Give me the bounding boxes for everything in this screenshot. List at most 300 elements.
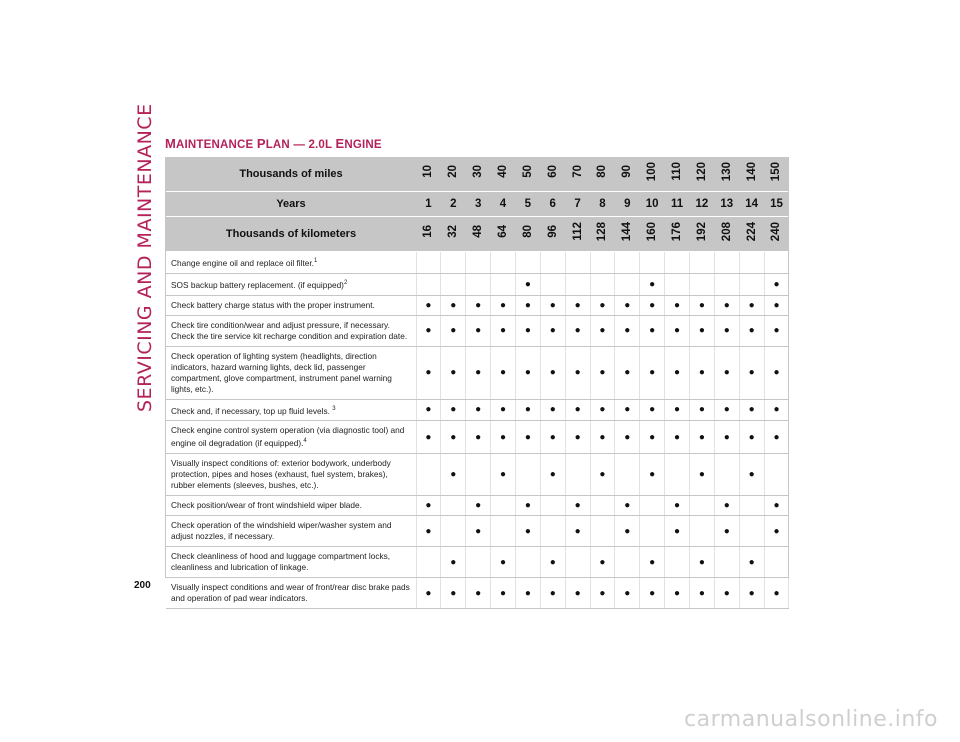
- table-row: [166, 315, 789, 346]
- scheduled-dot: ●: [764, 496, 789, 516]
- empty-cell: [540, 273, 565, 295]
- header-cell: [441, 217, 466, 252]
- header-cell: [764, 157, 789, 192]
- scheduled-dot: ●: [590, 315, 615, 346]
- scheduled-dot: ●: [739, 346, 764, 399]
- scheduled-dot: ●: [466, 315, 491, 346]
- scheduled-dot: ●: [540, 578, 565, 609]
- scheduled-dot: ●: [540, 346, 565, 399]
- scheduled-dot: ●: [441, 454, 466, 496]
- maintenance-item-text: Check tire condition/wear and adjust pressure, if necessary. Check the tire service kit recharge condition and expiration date.: [171, 319, 408, 341]
- header-cell: [540, 217, 565, 252]
- scheduled-dot: ●: [764, 315, 789, 346]
- table-row: [166, 496, 789, 516]
- scheduled-dot: ●: [590, 399, 615, 421]
- scheduled-dot: ●: [640, 421, 665, 454]
- scheduled-dot: ●: [714, 295, 739, 315]
- scheduled-dot: ●: [615, 516, 640, 547]
- scheduled-dot: ●: [466, 295, 491, 315]
- scheduled-dot: ●: [441, 346, 466, 399]
- scheduled-dot: ●: [565, 421, 590, 454]
- scheduled-dot: ●: [540, 547, 565, 578]
- section-title: MAINTENANCE PLAN — 2.0L ENGINE: [165, 136, 382, 151]
- empty-cell: [441, 252, 466, 274]
- empty-cell: [739, 252, 764, 274]
- empty-cell: [441, 496, 466, 516]
- scheduled-dot: ●: [491, 421, 516, 454]
- table-row: [166, 252, 789, 274]
- scheduled-dot: ●: [466, 516, 491, 547]
- header-cell: 5: [515, 192, 540, 217]
- maintenance-plan-table: [166, 157, 789, 609]
- header-cell-text: 90: [621, 165, 634, 178]
- scheduled-dot: ●: [515, 273, 540, 295]
- header-cell-text: 240: [770, 221, 783, 242]
- empty-cell: [416, 547, 441, 578]
- maintenance-item-description: [166, 315, 416, 346]
- empty-cell: [565, 454, 590, 496]
- empty-cell: [764, 252, 789, 274]
- header-cell: [466, 157, 491, 192]
- scheduled-dot: ●: [491, 315, 516, 346]
- scheduled-dot: ●: [515, 346, 540, 399]
- maintenance-item-text: Check operation of lighting system (headlights, direction indicators, hazard warning lights, deck lid, passenger compartment, glove compartment, instrument panel warning lights, etc.).: [171, 350, 392, 394]
- empty-cell: [665, 273, 690, 295]
- empty-cell: [466, 252, 491, 274]
- header-cell-text: 140: [745, 161, 758, 182]
- empty-cell: [515, 454, 540, 496]
- empty-cell: [714, 252, 739, 274]
- footnote-marker: 2: [343, 279, 348, 286]
- scheduled-dot: ●: [714, 516, 739, 547]
- empty-cell: [540, 252, 565, 274]
- scheduled-dot: ●: [515, 295, 540, 315]
- empty-cell: [590, 273, 615, 295]
- scheduled-dot: ●: [615, 315, 640, 346]
- maintenance-item-description: [166, 454, 416, 496]
- header-cell-text: 64: [497, 225, 509, 238]
- scheduled-dot: ●: [540, 399, 565, 421]
- empty-cell: [441, 273, 466, 295]
- empty-cell: [689, 496, 714, 516]
- scheduled-dot: ●: [665, 421, 690, 454]
- empty-cell: [515, 252, 540, 274]
- scheduled-dot: ●: [515, 516, 540, 547]
- scheduled-dot: ●: [640, 273, 665, 295]
- maintenance-item-text: Check operation of the windshield wiper/washer system and adjust nozzles, if necessary.: [171, 520, 392, 542]
- scheduled-dot: ●: [689, 295, 714, 315]
- scheduled-dot: ●: [416, 295, 441, 315]
- empty-cell: [615, 252, 640, 274]
- header-cell-text: 208: [720, 221, 733, 242]
- scheduled-dot: ●: [640, 399, 665, 421]
- scheduled-dot: ●: [640, 295, 665, 315]
- scheduled-dot: ●: [689, 421, 714, 454]
- empty-cell: [540, 516, 565, 547]
- header-cell-text: 16: [422, 225, 435, 238]
- header-row-label: Thousands of miles: [166, 157, 416, 192]
- scheduled-dot: ●: [515, 315, 540, 346]
- scheduled-dot: ●: [441, 315, 466, 346]
- header-cell: [590, 217, 615, 252]
- header-cell: [515, 157, 540, 192]
- empty-cell: [714, 547, 739, 578]
- header-cell: [416, 217, 441, 252]
- header-cell-text: 176: [671, 221, 684, 242]
- scheduled-dot: ●: [640, 454, 665, 496]
- scheduled-dot: ●: [665, 578, 690, 609]
- empty-cell: [714, 273, 739, 295]
- header-cell: [689, 217, 714, 252]
- empty-cell: [466, 273, 491, 295]
- header-cell-text: 144: [621, 221, 634, 242]
- scheduled-dot: ●: [565, 516, 590, 547]
- scheduled-dot: ●: [764, 273, 789, 295]
- scheduled-dot: ●: [565, 399, 590, 421]
- scheduled-dot: ●: [565, 578, 590, 609]
- empty-cell: [689, 252, 714, 274]
- empty-cell: [590, 252, 615, 274]
- header-cell: [714, 217, 739, 252]
- scheduled-dot: ●: [515, 578, 540, 609]
- scheduled-dot: ●: [640, 578, 665, 609]
- header-row: [166, 192, 789, 217]
- header-cell: 10: [640, 192, 665, 217]
- scheduled-dot: ●: [416, 516, 441, 547]
- scheduled-dot: ●: [590, 454, 615, 496]
- header-cell-text: 110: [671, 162, 684, 181]
- scheduled-dot: ●: [665, 346, 690, 399]
- scheduled-dot: ●: [739, 295, 764, 315]
- scheduled-dot: ●: [540, 454, 565, 496]
- maintenance-item-description: [166, 578, 416, 609]
- scheduled-dot: ●: [540, 315, 565, 346]
- scheduled-dot: ●: [615, 399, 640, 421]
- table-row: [166, 346, 789, 399]
- maintenance-item-description: [166, 346, 416, 399]
- scheduled-dot: ●: [615, 578, 640, 609]
- scheduled-dot: ●: [515, 496, 540, 516]
- scheduled-dot: ●: [466, 578, 491, 609]
- scheduled-dot: ●: [764, 295, 789, 315]
- header-cell: 7: [565, 192, 590, 217]
- scheduled-dot: ●: [515, 399, 540, 421]
- table-row: [166, 421, 789, 454]
- scheduled-dot: ●: [665, 399, 690, 421]
- empty-cell: [764, 547, 789, 578]
- scheduled-dot: ●: [615, 496, 640, 516]
- scheduled-dot: ●: [540, 421, 565, 454]
- empty-cell: [665, 547, 690, 578]
- header-cell: [441, 157, 466, 192]
- maintenance-item-text: Check position/wear of front windshield wiper blade.: [171, 500, 362, 511]
- scheduled-dot: ●: [714, 399, 739, 421]
- header-cell: [714, 157, 739, 192]
- header-cell: 1: [416, 192, 441, 217]
- empty-cell: [739, 273, 764, 295]
- header-cell-text: 128: [596, 221, 609, 242]
- scheduled-dot: ●: [441, 578, 466, 609]
- header-cell-text: 50: [521, 165, 534, 178]
- header-cell: [565, 217, 590, 252]
- scheduled-dot: ●: [416, 496, 441, 516]
- scheduled-dot: ●: [665, 315, 690, 346]
- scheduled-dot: ●: [714, 421, 739, 454]
- table-row: [166, 516, 789, 547]
- header-cell-text: 120: [695, 161, 708, 182]
- header-cell-text: 20: [447, 165, 460, 178]
- maintenance-item-text: Check engine control system operation (via diagnostic tool) and engine oil degradation (if equipped).: [171, 425, 405, 449]
- scheduled-dot: ●: [640, 315, 665, 346]
- header-cell-text: 70: [571, 165, 584, 178]
- empty-cell: [665, 454, 690, 496]
- header-cell-text: 60: [546, 165, 559, 178]
- maintenance-item-description: [166, 399, 416, 421]
- empty-cell: [640, 496, 665, 516]
- scheduled-dot: ●: [491, 454, 516, 496]
- scheduled-dot: ●: [689, 315, 714, 346]
- header-cell-text: 160: [646, 221, 659, 242]
- header-cell: [615, 157, 640, 192]
- maintenance-item-description: [166, 295, 416, 315]
- maintenance-item-description: [166, 496, 416, 516]
- footnote-marker: 1: [314, 258, 318, 264]
- header-cell: [665, 217, 690, 252]
- scheduled-dot: ●: [565, 295, 590, 315]
- scheduled-dot: ●: [615, 295, 640, 315]
- header-cell-text: 40: [497, 165, 509, 178]
- scheduled-dot: ●: [764, 421, 789, 454]
- scheduled-dot: ●: [615, 346, 640, 399]
- scheduled-dot: ●: [640, 346, 665, 399]
- chapter-side-title: SERVICING AND MAINTENANCE: [134, 103, 156, 412]
- header-cell: [565, 157, 590, 192]
- empty-cell: [466, 547, 491, 578]
- maintenance-item-text: SOS backup battery replacement. (if equipped): [171, 279, 344, 290]
- scheduled-dot: ●: [714, 578, 739, 609]
- header-cell: 9: [615, 192, 640, 217]
- header-row-label: Years: [166, 192, 416, 217]
- maintenance-item-text: Check cleanliness of hood and luggage compartment locks, cleanliness and lubrication of linkage.: [171, 551, 391, 573]
- maintenance-item-description: [166, 516, 416, 547]
- header-cell-text: 130: [720, 161, 733, 182]
- empty-cell: [491, 252, 516, 274]
- scheduled-dot: ●: [491, 547, 516, 578]
- watermark: carmanualsonline.info: [684, 707, 938, 732]
- scheduled-dot: ●: [590, 421, 615, 454]
- scheduled-dot: ●: [416, 399, 441, 421]
- scheduled-dot: ●: [590, 295, 615, 315]
- header-cell: [416, 157, 441, 192]
- empty-cell: [491, 516, 516, 547]
- table-row: [166, 547, 789, 578]
- empty-cell: [615, 273, 640, 295]
- maintenance-item-description: [166, 421, 416, 454]
- header-cell: [739, 217, 764, 252]
- maintenance-item-text: Visually inspect conditions of: exterior bodywork, underbody protection, pipes and hoses (exhaust, fuel system, brakes), rubber elements (sleeves, bushes, etc.).: [171, 458, 391, 491]
- empty-cell: [714, 454, 739, 496]
- header-row-label: Thousands of kilometers: [166, 217, 416, 252]
- scheduled-dot: ●: [565, 346, 590, 399]
- header-cell: [640, 217, 665, 252]
- header-cell-text: 112: [571, 222, 584, 241]
- scheduled-dot: ●: [739, 421, 764, 454]
- footnote-marker: 3: [332, 405, 336, 412]
- empty-cell: [615, 454, 640, 496]
- scheduled-dot: ●: [689, 547, 714, 578]
- empty-cell: [665, 252, 690, 274]
- header-cell-text: 224: [745, 221, 758, 242]
- header-cell: 3: [466, 192, 491, 217]
- header-cell: [615, 217, 640, 252]
- scheduled-dot: ●: [491, 346, 516, 399]
- empty-cell: [441, 516, 466, 547]
- header-cell: [515, 217, 540, 252]
- scheduled-dot: ●: [739, 399, 764, 421]
- scheduled-dot: ●: [416, 315, 441, 346]
- header-cell: [665, 157, 690, 192]
- header-cell-text: 192: [695, 221, 708, 242]
- maintenance-item-text: Change engine oil and replace oil filter.: [171, 257, 314, 268]
- scheduled-dot: ●: [441, 547, 466, 578]
- empty-cell: [416, 454, 441, 496]
- scheduled-dot: ●: [739, 454, 764, 496]
- scheduled-dot: ●: [714, 346, 739, 399]
- header-cell-text: 10: [422, 165, 435, 178]
- header-cell: 8: [590, 192, 615, 217]
- table-row: [166, 578, 789, 609]
- scheduled-dot: ●: [764, 399, 789, 421]
- scheduled-dot: ●: [640, 547, 665, 578]
- scheduled-dot: ●: [416, 421, 441, 454]
- header-cell: 2: [441, 192, 466, 217]
- empty-cell: [416, 252, 441, 274]
- scheduled-dot: ●: [714, 315, 739, 346]
- empty-cell: [590, 496, 615, 516]
- header-cell: [689, 157, 714, 192]
- header-cell-text: 80: [596, 165, 609, 178]
- empty-cell: [640, 252, 665, 274]
- scheduled-dot: ●: [416, 578, 441, 609]
- header-cell: [540, 157, 565, 192]
- empty-cell: [466, 454, 491, 496]
- empty-cell: [739, 496, 764, 516]
- header-cell: 13: [714, 192, 739, 217]
- scheduled-dot: ●: [665, 496, 690, 516]
- scheduled-dot: ●: [590, 346, 615, 399]
- header-cell: 12: [689, 192, 714, 217]
- header-cell-text: 48: [472, 225, 485, 238]
- table-row: [166, 399, 789, 421]
- scheduled-dot: ●: [441, 399, 466, 421]
- header-cell: [764, 217, 789, 252]
- scheduled-dot: ●: [491, 399, 516, 421]
- empty-cell: [565, 273, 590, 295]
- empty-cell: [491, 273, 516, 295]
- header-cell: 11: [665, 192, 690, 217]
- header-cell: 4: [491, 192, 516, 217]
- empty-cell: [689, 273, 714, 295]
- scheduled-dot: ●: [515, 421, 540, 454]
- scheduled-dot: ●: [689, 346, 714, 399]
- scheduled-dot: ●: [714, 496, 739, 516]
- scheduled-dot: ●: [764, 578, 789, 609]
- header-cell: 6: [540, 192, 565, 217]
- empty-cell: [416, 273, 441, 295]
- maintenance-item-text: Check and, if necessary, top up fluid levels.: [171, 405, 333, 416]
- scheduled-dot: ●: [689, 454, 714, 496]
- maintenance-item-text: Visually inspect conditions and wear of front/rear disc brake pads and operation of pad wear indicators.: [171, 582, 410, 604]
- scheduled-dot: ●: [615, 421, 640, 454]
- scheduled-dot: ●: [441, 421, 466, 454]
- empty-cell: [540, 496, 565, 516]
- page-number: 200: [134, 580, 151, 591]
- scheduled-dot: ●: [416, 346, 441, 399]
- header-cell: [590, 157, 615, 192]
- scheduled-dot: ●: [665, 295, 690, 315]
- scheduled-dot: ●: [764, 516, 789, 547]
- scheduled-dot: ●: [540, 295, 565, 315]
- scheduled-dot: ●: [739, 578, 764, 609]
- header-cell: [640, 157, 665, 192]
- header-cell: [739, 157, 764, 192]
- scheduled-dot: ●: [466, 496, 491, 516]
- footnote-marker: 4: [303, 438, 307, 445]
- scheduled-dot: ●: [466, 399, 491, 421]
- scheduled-dot: ●: [665, 516, 690, 547]
- scheduled-dot: ●: [491, 295, 516, 315]
- empty-cell: [640, 516, 665, 547]
- header-cell: 15: [764, 192, 789, 217]
- empty-cell: [515, 547, 540, 578]
- empty-cell: [764, 454, 789, 496]
- header-cell-text: 150: [770, 161, 783, 182]
- scheduled-dot: ●: [590, 578, 615, 609]
- header-cell-text: 32: [447, 225, 460, 238]
- maintenance-item-text: Check battery charge status with the proper instrument.: [171, 299, 375, 310]
- header-cell-text: 100: [646, 161, 659, 182]
- scheduled-dot: ●: [565, 315, 590, 346]
- maintenance-item-description: [166, 252, 416, 274]
- scheduled-dot: ●: [466, 421, 491, 454]
- header-row: [166, 157, 789, 192]
- maintenance-item-description: [166, 273, 416, 295]
- header-cell-text: 96: [546, 225, 559, 238]
- empty-cell: [565, 547, 590, 578]
- empty-cell: [491, 496, 516, 516]
- table-row: [166, 454, 789, 496]
- maintenance-item-description: [166, 547, 416, 578]
- scheduled-dot: ●: [739, 547, 764, 578]
- header-cell-text: 30: [472, 165, 485, 178]
- header-cell: [466, 217, 491, 252]
- empty-cell: [565, 252, 590, 274]
- scheduled-dot: ●: [764, 346, 789, 399]
- empty-cell: [590, 516, 615, 547]
- scheduled-dot: ●: [689, 578, 714, 609]
- empty-cell: [615, 547, 640, 578]
- header-cell: 14: [739, 192, 764, 217]
- scheduled-dot: ●: [466, 346, 491, 399]
- empty-cell: [739, 516, 764, 547]
- table-row: [166, 295, 789, 315]
- empty-cell: [689, 516, 714, 547]
- scheduled-dot: ●: [491, 578, 516, 609]
- header-cell: [491, 157, 516, 192]
- header-row: [166, 217, 789, 252]
- header-cell-text: 80: [521, 225, 534, 238]
- scheduled-dot: ●: [739, 315, 764, 346]
